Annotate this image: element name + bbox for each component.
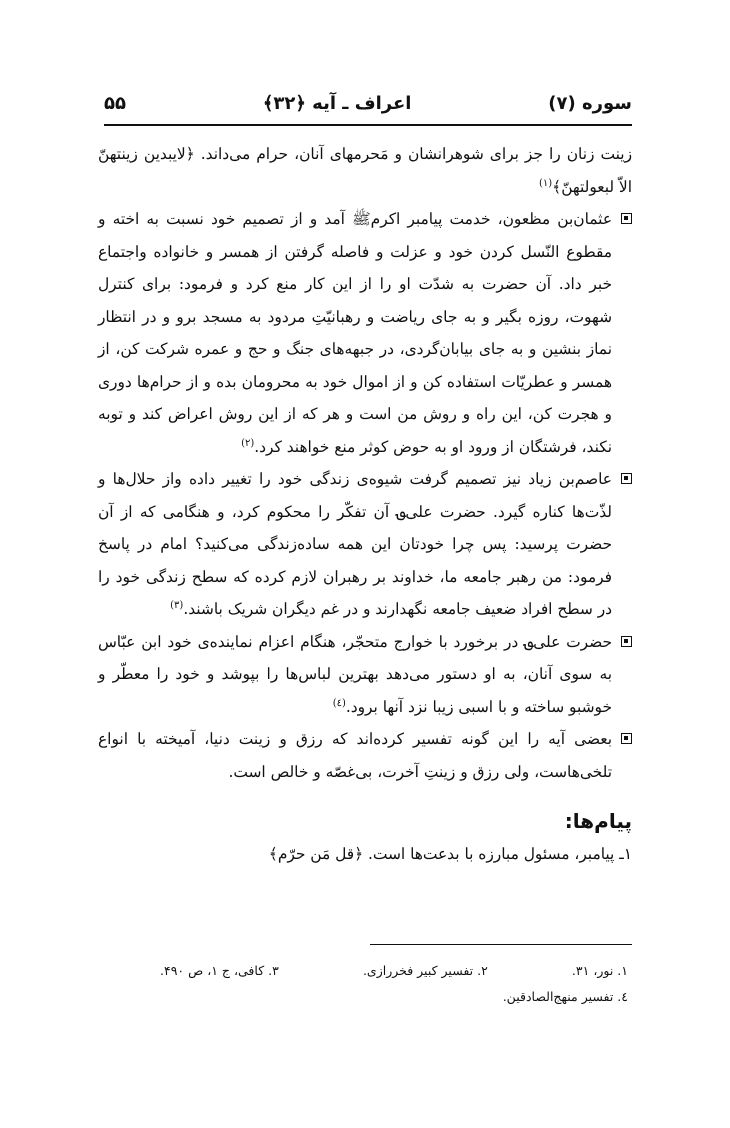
footnote-2: ۲. تفسیر کبیر فخررازی. bbox=[362, 963, 488, 978]
footnote-divider bbox=[370, 944, 632, 945]
paragraph-text: عثمان‌بن مظعون، خدمت پیامبر اکرمﷺ آمد و از تصمیم خود نسبت به اخته و مقطوع النّسل کردن خود و عزلت و فاصله گرفتن از همسر و خانواده واجتماع خبر داد. آن حضرت به شدّت او را از این کار منع کرد و فرمود: برای کنترل شهوت، روزه بگیر و به جای ریاضت و رهبانیّتِ مردود به مسجد برو و در انتظار نماز بنشین و به جای بیابان‌گردی، در جبهه‌های جنگ و حج و عمره شرکت کن، از همسر و عطریّات استفاده کن و از اموال خود به محرومان بده و از حرام‌ها دوری و هجرت کن، این راه و روش من است و هر که از این روش اعراض کند و توبه نکند، فرشتگان از ورود او به حوض کوثر منع خواهند کرد. bbox=[98, 210, 612, 456]
page-body bbox=[98, 138, 632, 871]
bullet-item bbox=[98, 463, 632, 626]
footnote-3: ۳. کافی، ج ۱، ص ۴۹۰. bbox=[160, 963, 279, 978]
square-bullet-icon bbox=[621, 636, 632, 647]
footnote-ref: (۱) bbox=[538, 177, 553, 189]
square-bullet-icon bbox=[621, 733, 632, 744]
footnote-ref: (۳) bbox=[170, 599, 184, 611]
verse-title: اعراف ـ آیه ﴿۳۲﴾ bbox=[262, 92, 412, 114]
paragraph-text: حضرت علی؈ در برخورد با خوارج متحجّر، هنگام اعزام نماینده‌ی خود ابن عبّاس به سوی آنان، به او دستور می‌دهد بهترین لباس‌ها را بپوشد و خود را معطّر و خوشبو ساخته و با اسبی زیبا نزد آنها برود. bbox=[98, 632, 612, 716]
page-header bbox=[104, 86, 632, 120]
bullet-item bbox=[98, 626, 632, 724]
paragraph-text: بعضی آیه را این گونه تفسیر کرده‌اند که رزق و زینت دنیا، آمیخته با انواع تلخی‌هاست، ولی رزق و زینتِ آخرت، بی‌غصّه و خالص است. bbox=[98, 730, 612, 781]
footnote-4: ٤. تفسیر منهج‌الصادقین. bbox=[502, 989, 628, 1004]
footnote-ref: (۲) bbox=[241, 437, 255, 449]
footnote-row bbox=[160, 958, 628, 984]
paragraph-text: عاصم‌بن زیاد نیز تصمیم گرفت شیوه‌ی زندگی خود را تغییر داده واز حلال‌ها و لذّت‌ها کناره گیرد. حضرت علی؈ آن تفکّر را محکوم کرد، و هنگامی که از آن حضرت پرسید: پس چرا خودتان این همه ساده‌زندگی می‌کنید؟ امام در پاسخ فرمود: من رهبر جامعه ما، خداوند بر رهبران لازم کرده که سطح زندگی خود را در سطح افراد ضعیف جامعه نگهدارند و در غم دیگران شریک باشند. bbox=[98, 470, 612, 618]
bullet-item bbox=[98, 203, 632, 463]
section-heading: پیام‌ها: bbox=[564, 809, 632, 833]
bullet-item bbox=[98, 723, 632, 788]
header-divider bbox=[104, 124, 632, 126]
square-bullet-icon bbox=[621, 473, 632, 484]
footnotes bbox=[160, 958, 628, 1010]
paragraph-intro bbox=[98, 138, 632, 203]
footnote-ref: (٤) bbox=[332, 697, 346, 709]
paragraph-text: زینت زنان را جز برای شوهرانشان و مَحرمهای آنان، حرام می‌داند. ﴿لایبدین زینتهنّ الاّ لبعولتهنّ﴾ bbox=[98, 145, 632, 196]
surah-title: سوره (۷) bbox=[548, 92, 632, 114]
footnote-1: ۱. نور، ۳۱. bbox=[571, 963, 628, 978]
page-number: ۵۵ bbox=[104, 92, 126, 114]
message-item: ۱ـ پیامبر، مسئول مبارزه با بدعت‌ها است. ﴿قل مَن حرّم﴾ bbox=[268, 845, 632, 863]
square-bullet-icon bbox=[621, 213, 632, 224]
